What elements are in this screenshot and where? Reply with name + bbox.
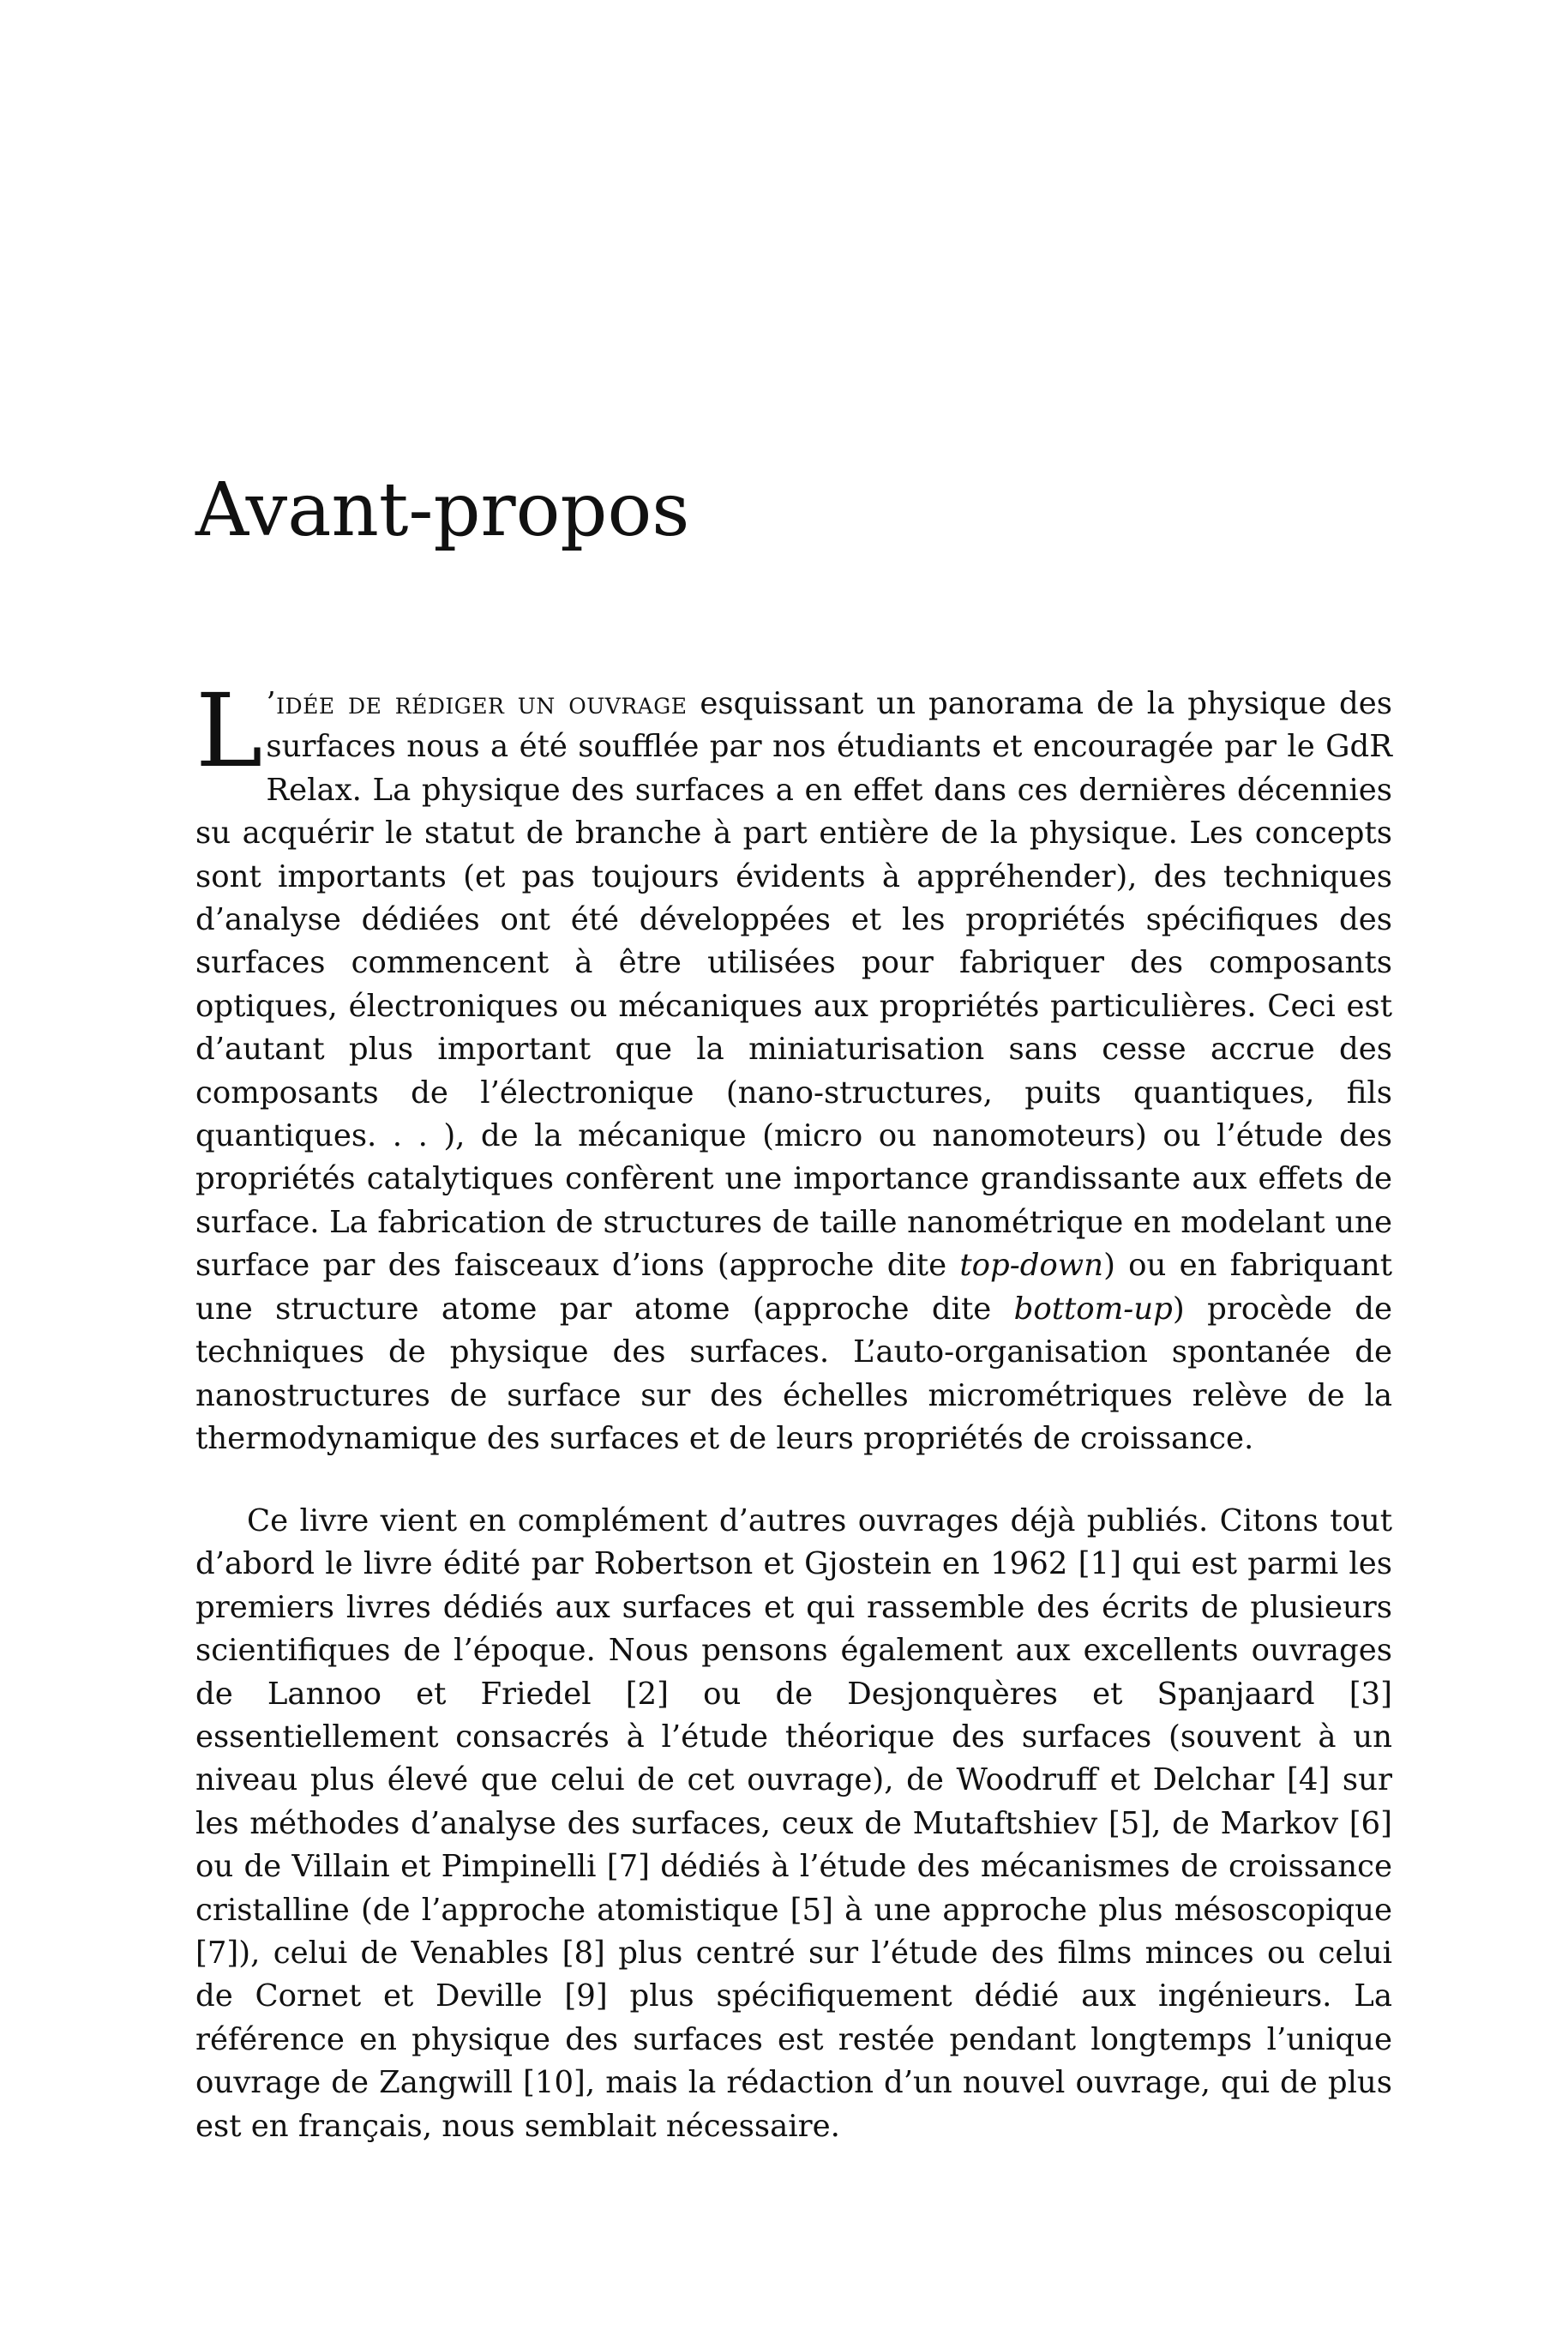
term-bottom-up: bottom-up	[1013, 1291, 1173, 1327]
paragraph-intro	[195, 671, 1392, 1460]
paragraph-references	[195, 1500, 1392, 2148]
paragraph-intro-text	[195, 671, 1392, 1460]
paragraph-intro-text-a: esquissant un panorama de la physique des surfaces nous a été soufflée par nos étudiants et encouragée par le GdR Relax. La physique des surfaces a en effet dans ces dernières décennies su acquérir le statut de branche à part entière de la physique. Les concepts sont importants (et pas toujours évidents à appréhender), des techniques d’analyse dédiées ont été développées et les propriétés spécifiques des surfaces commencent à être utilisées pour fabriquer des composants optiques, électroniques ou mécaniques aux propriétés particulières. Ceci est d’autant plus important que la miniaturisation sans cesse accrue des composants de l’électronique (nano-structures, puits quantiques, fils quantiques. . . ), de la mécanique (micro ou nanomoteurs) ou l’étude des propriétés catalytiques confèrent une importance grandissante aux effets de surface. La fabrication de structures de taille nanométrique en modelant une surface par des faisceaux d’ions (approche dite	[195, 686, 1392, 1284]
chapter-title: Avant-propos	[195, 467, 690, 553]
paragraph-intro-text-b: ) ou en fabriquant une structure atome par atome (approche dite	[195, 1248, 1392, 1327]
lead-in-smallcaps: ’idée de rédiger un ouvrage	[266, 686, 688, 721]
paragraph-references-text: Ce livre vient en complément d’autres ouvrages déjà publiés. Citons tout d’abord le livre édité par Robertson et Gjostein en 1962 [1] qui est parmi les premiers livres dédiés aux surfaces et qui rassemble des écrits de plusieurs scientifiques de l’époque. Nous pensons également aux excellents ouvrages de Lannoo et Friedel [2] ou de Desjonquères et Spanjaard [3] essentiellement consacrés à l’étude théorique des surfaces (souvent à un niveau plus élevé que celui de cet ouvrage), de Woodruff et Delchar [4] sur les méthodes d’analyse des surfaces, ceux de Mutaftshiev [5], de Markov [6] ou de Villain et Pimpinelli [7] dédiés à l’étude des mécanismes de croissance cristalline (de l’approche atomistique [5] à une approche plus mésoscopique [7]), celui de Venables [8] plus centré sur l’étude des films minces ou celui de Cornet et Deville [9] plus spécifiquement dédié aux ingénieurs. La référence en physique des surfaces est restée pendant longtemps l’unique ouvrage de Zangwill [10], mais la rédaction d’un nouvel ouvrage, qui de plus est en français, nous semblait nécessaire.	[195, 1503, 1392, 2144]
paragraph-intro-text-c: ) procède de techniques de physique des surfaces. L’auto-organisation spontanée de nanostructures de surface sur des échelles micrométriques relève de la thermodynamique des surfaces et de leurs propriétés de croissance.	[195, 1291, 1392, 1456]
drop-cap: L	[195, 671, 263, 790]
term-top-down: top-down	[959, 1248, 1104, 1284]
